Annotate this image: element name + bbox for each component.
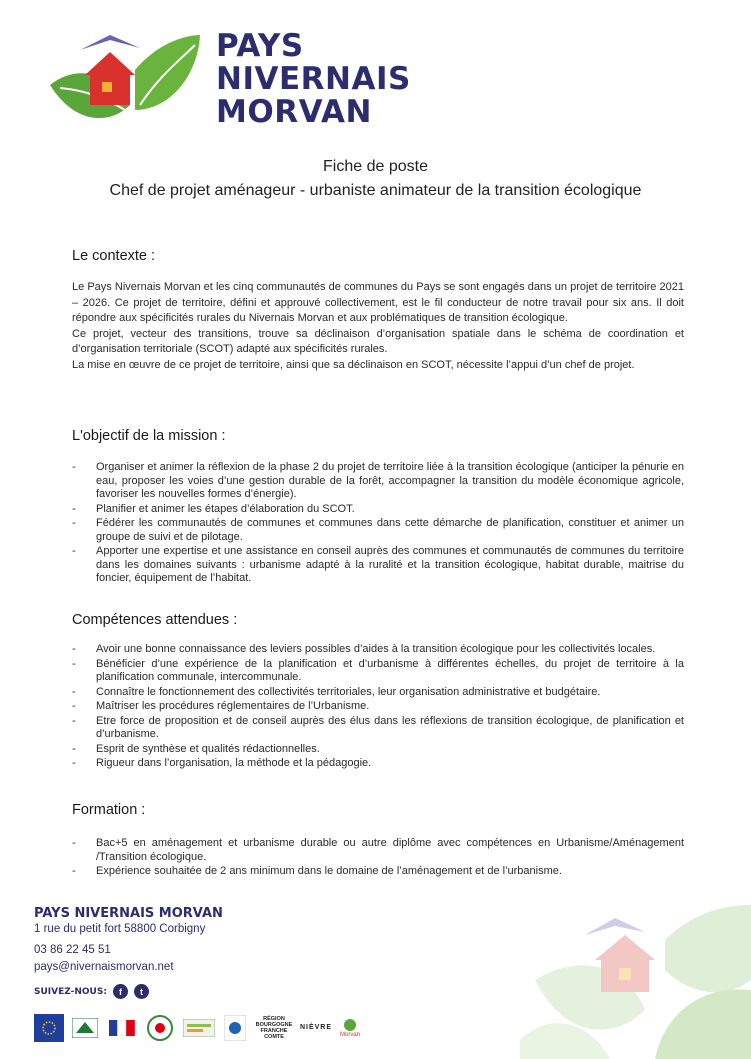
- list-item: - Expérience souhaitée de 2 ans minimum dans le domaine de l’aménagement et de l’urbanisme.: [72, 865, 684, 879]
- logo: [40, 28, 411, 140]
- leader-logo-icon: [71, 1014, 99, 1042]
- twitter-icon[interactable]: t: [134, 984, 149, 999]
- morvan-logo: [338, 1014, 362, 1042]
- footer-contact: [34, 906, 223, 976]
- context-paragraph: Le Pays Nivernais Morvan et les cinq communautés de communes du Pays se sont engagés dans un projet de territoire 2021 – 2026. Ce projet de territoire, défini et approuvé collectivement, est le fil conducteur de notre travail pour six ans. Il doit répondre aux spécificités rurales du Nivernais Morvan et aux problématiques de transition écologique.: [72, 281, 684, 324]
- context-section: [72, 248, 684, 373]
- skills-list: [72, 643, 684, 771]
- list-item: - Bac+5 en aménagement et urbanisme durable ou autre diplôme avec compétences en Urbanisme/Aménagement /Transition écologique.: [72, 837, 684, 864]
- follow-label: SUIVEZ-NOUS:: [34, 986, 107, 997]
- skills-heading: Compétences attendues :: [72, 612, 238, 628]
- footer-phone[interactable]: 03 86 22 45 51: [34, 944, 111, 956]
- document-titles: [0, 155, 751, 203]
- france-relance-icon: [145, 1014, 175, 1042]
- job-title: Chef de projet aménageur - urbaniste animateur de la transition écologique: [109, 182, 642, 199]
- follow-us: [34, 984, 149, 999]
- republique-francaise-icon: [106, 1014, 138, 1042]
- list-item: - Esprit de synthèse et qualités rédactionnelles.: [72, 743, 684, 757]
- list-item: - Planifier et animer les étapes d’élaboration du SCOT.: [72, 503, 684, 517]
- mission-list: [72, 461, 684, 586]
- partner-logos: [34, 1014, 362, 1042]
- brand-name: [216, 30, 411, 129]
- list-item: - Connaître le fonctionnement des collectivités territoriales, leur organisation administrative et budgétaire.: [72, 686, 684, 700]
- training-section: [72, 802, 684, 880]
- logo-icon: [40, 30, 215, 140]
- morvan-label: Morvan: [339, 1032, 360, 1038]
- list-item: - Apporter une expertise et une assistance en conseil auprès des communes et communautés de communes du territoire dans les domaines suivants : urbanisme adapté à la ruralité et la transition écologique, habitat durable, maitrise du foncier, équipement de l’habitat.: [72, 545, 684, 586]
- footer-org: PAYS NIVERNAIS MORVAN: [34, 906, 223, 921]
- list-item: - Avoir une bonne connaissance des leviers possibles d’aides à la transition écologique pour les collectivités locales.: [72, 643, 684, 657]
- list-item: - Fédérer les communautés de communes et communes dans cette démarche de planification, constituer et animer un groupe de suivi et de pilotage.: [72, 517, 684, 544]
- list-item: - Bénéficier d’une expérience de la planification et d’urbanisme à différentes échelles, du projet de territoire à la planification communale, intercommunale.: [72, 658, 684, 685]
- footer-address: 1 rue du petit fort 58800 Corbigny: [34, 923, 206, 935]
- context-heading: Le contexte :: [72, 248, 156, 264]
- brand-line-2: NIVERNAIS: [216, 61, 411, 97]
- footer-email[interactable]: pays@nivernaismorvan.net: [34, 961, 174, 973]
- facebook-icon[interactable]: f: [113, 984, 128, 999]
- list-item: - Rigueur dans l’organisation, la méthode et la pédagogie.: [72, 757, 684, 771]
- ademe-logo: [223, 1014, 247, 1042]
- eu-flag-icon: [34, 1014, 64, 1042]
- training-list: [72, 837, 684, 879]
- brand-line-3: MORVAN: [216, 94, 372, 130]
- list-item: - Organiser et animer la réflexion de la phase 2 du projet de territoire liée à la transition écologique (anticiper la pénurie en eau, proposer les voies d’une gestion durable de la forêt, accompagner la transition du modèle économique agricole, favoriser les nouvelles formes d’énergie).: [72, 461, 684, 502]
- doc-type: Fiche de poste: [323, 158, 428, 175]
- skills-section: [72, 612, 684, 772]
- mission-heading: L'objectif de la mission :: [72, 428, 226, 444]
- list-item: - Etre force de proposition et de conseil auprès des élus dans les réflexions de transition écologique, de planification et d’urbanisme.: [72, 715, 684, 742]
- nievre-logo: NIÈVRE: [299, 1024, 333, 1031]
- territoire-logo-icon: [182, 1014, 216, 1042]
- list-item: - Maîtriser les procédures réglementaires de l’Urbanisme.: [72, 700, 684, 714]
- region-logo: RÉGION BOURGOGNE FRANCHE COMTE: [255, 1016, 293, 1040]
- mission-section: [72, 428, 684, 587]
- context-paragraph: Ce projet, vecteur des transitions, trouve sa déclinaison d’organisation spatiale dans le schéma de coordination et d’organisation territoriale (SCOT) adapté aux spécificités rurales.: [72, 327, 684, 355]
- brand-line-1: PAYS: [216, 28, 304, 64]
- training-heading: Formation :: [72, 802, 146, 818]
- decorative-leaves-icon: [515, 900, 751, 1059]
- context-paragraph: La mise en œuvre de ce projet de territoire, ainsi que sa déclinaison en SCOT, nécessite l’appui d’un chef de projet.: [72, 358, 635, 371]
